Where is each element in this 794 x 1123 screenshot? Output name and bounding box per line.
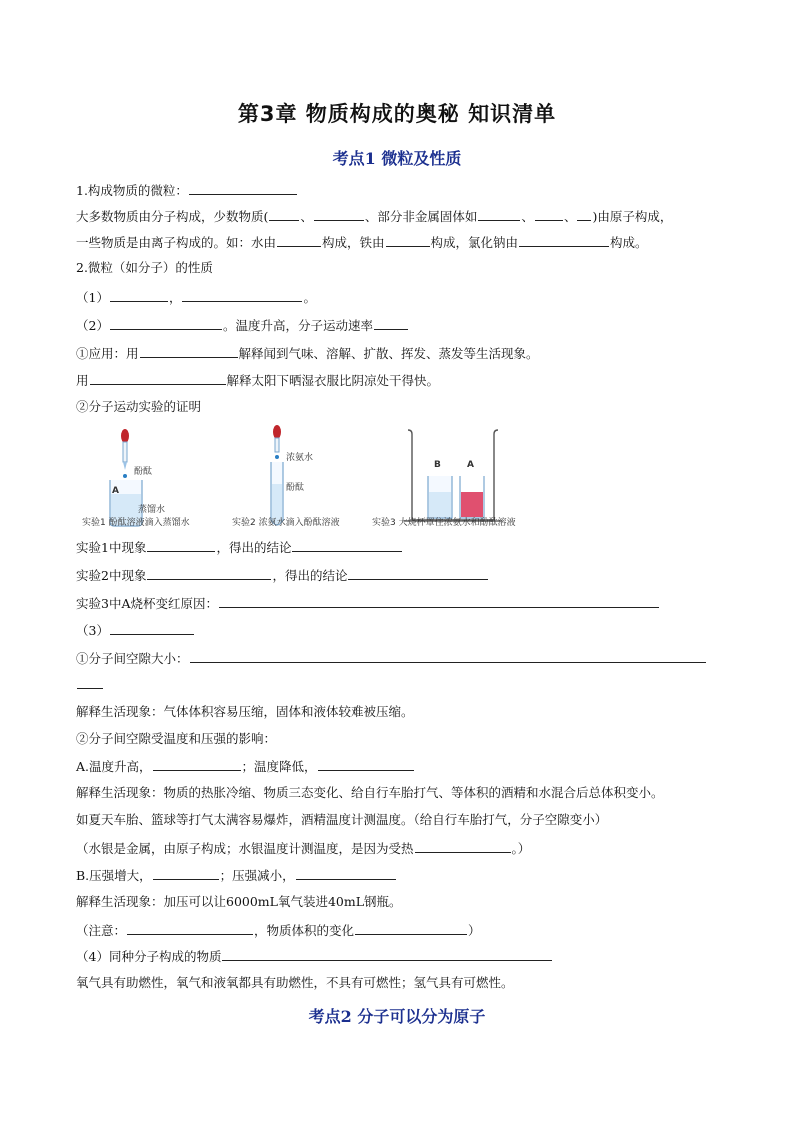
text-line-3: 一些物质是由离子构成的。如：水由 构成，铁由 构成，氯化钠由 构成。 xyxy=(76,235,648,250)
text-line-24: （4）同种分子构成的物质 xyxy=(76,948,553,965)
blank[interactable] xyxy=(269,208,299,221)
blank[interactable] xyxy=(110,622,194,635)
text-line-5: （1） ， 。 xyxy=(76,290,316,305)
blank[interactable] xyxy=(577,208,591,221)
text-line-15: 解释生活现象：气体体积容易压缩，固体和液体较难被压缩。 xyxy=(76,704,414,719)
text-line-21: B.压强增大， ；压强减小， xyxy=(76,867,397,884)
exp3-caption: 实验3 大烧杯罩住浓氨水和酚酞溶液 xyxy=(372,518,516,528)
blank[interactable] xyxy=(153,867,219,880)
blank[interactable] xyxy=(314,208,364,221)
blank[interactable] xyxy=(374,317,408,330)
blank[interactable] xyxy=(90,372,226,385)
text-line-9: ②分子运动实验的证明 xyxy=(76,399,202,414)
exp3-beaker-a-icon xyxy=(460,476,484,518)
exp2-dropper-icon xyxy=(273,425,281,459)
exp1-label-water: 蒸馏水 xyxy=(138,505,166,515)
blank[interactable] xyxy=(189,182,297,195)
text-line-17: A.温度升高， ；温度降低， xyxy=(76,758,415,775)
blank[interactable] xyxy=(147,567,271,580)
text-line-23: （注意： ，物质体积的变化 ） xyxy=(76,923,481,938)
blank[interactable] xyxy=(535,208,563,221)
blank[interactable] xyxy=(182,289,302,302)
text-line-12: 实验3中A烧杯变红原因： xyxy=(76,595,660,612)
blank[interactable] xyxy=(147,539,215,552)
text-line-18: 解释生活现象：物质的热胀冷缩、物质三态变化、给自行车胎打气、等体积的酒精和水混合后总体积变小。 xyxy=(76,785,664,800)
blank[interactable] xyxy=(386,234,430,247)
text-line-4: 2.微粒（如分子）的性质 xyxy=(76,260,213,275)
text-line-16: ②分子间空隙受温度和压强的影响： xyxy=(76,731,277,746)
blank[interactable] xyxy=(348,567,488,580)
blank[interactable] xyxy=(415,840,511,853)
blank[interactable] xyxy=(296,867,396,880)
blank[interactable] xyxy=(219,595,659,608)
blank[interactable] xyxy=(110,317,222,330)
text-line-14-continued xyxy=(76,676,104,693)
blank[interactable] xyxy=(292,539,402,552)
blank[interactable] xyxy=(190,650,706,663)
blank[interactable] xyxy=(77,676,103,689)
exp3-big-beaker-icon xyxy=(404,430,502,521)
text-line-8: 用 解释太阳下晒湿衣服比阴凉处干得快。 xyxy=(76,373,440,388)
text-line-22: 解释生活现象：加压可以让6000mL氧气装进40mL钢瓶。 xyxy=(76,894,402,909)
page-title: 第3章 物质构成的奥秘 知识清单 xyxy=(237,102,557,126)
exp2-caption: 实验2 浓氨水滴入酚酞溶液 xyxy=(232,518,340,528)
text-line-19: 如夏天车胎、篮球等打气太满容易爆炸，酒精温度计测温度。（给自行车胎打气，分子空隙变小） xyxy=(76,812,608,827)
blank[interactable] xyxy=(519,234,609,247)
text-line-20: （水银是金属，由原子构成；水银温度计测温度，是因为受热 。） xyxy=(76,841,531,856)
exp1-label-a: A xyxy=(112,486,119,496)
blank[interactable] xyxy=(355,922,467,935)
exp3-beaker-b-icon xyxy=(428,476,452,518)
molecule-motion-experiment-figure xyxy=(76,424,556,534)
section-heading-1: 考点1 微粒及性质 xyxy=(332,149,462,168)
blank[interactable] xyxy=(110,289,168,302)
text-line-11: 实验2中现象 ，得出的结论 xyxy=(76,567,489,584)
text-line-2: 大多数物质由分子构成，少数物质( 、 、部分非金属固体如 、 、 )由原子构成， xyxy=(76,209,673,224)
exp1-label-phenolphthalein: 酚酞 xyxy=(134,467,153,477)
blank[interactable] xyxy=(222,948,552,961)
blank[interactable] xyxy=(478,208,520,221)
blank[interactable] xyxy=(140,345,238,358)
exp2-label-ammonia: 浓氨水 xyxy=(286,453,314,463)
exp2-label-phenolphthalein: 酚酞 xyxy=(286,483,305,493)
blank[interactable] xyxy=(127,922,253,935)
blank[interactable] xyxy=(318,758,414,771)
section-heading-2: 考点2 分子可以分为原子 xyxy=(308,1007,486,1026)
exp3-label-b: B xyxy=(434,460,441,470)
text-line-1: 1.构成物质的微粒： xyxy=(76,182,298,199)
text-line-14: ①分子间空隙大小： xyxy=(76,650,707,667)
exp1-caption: 实验1 酚酞溶液滴入蒸馏水 xyxy=(82,518,190,528)
text-line-7: ①应用：用 解释闻到气味、溶解、扩散、挥发、蒸发等生活现象。 xyxy=(76,346,539,361)
exp3-label-a: A xyxy=(467,460,474,470)
exp1-dropper-icon xyxy=(121,429,129,478)
text-line-10: 实验1中现象 ，得出的结论 xyxy=(76,539,403,556)
text-line-25: 氧气具有助燃性，氧气和液氧都具有助燃性，不具有可燃性；氢气具有可燃性。 xyxy=(76,975,514,990)
blank[interactable] xyxy=(277,234,321,247)
text-line-13: （3） xyxy=(76,622,195,639)
text-line-6: （2） 。温度升高，分子运动速率 xyxy=(76,317,409,334)
blank[interactable] xyxy=(153,758,241,771)
